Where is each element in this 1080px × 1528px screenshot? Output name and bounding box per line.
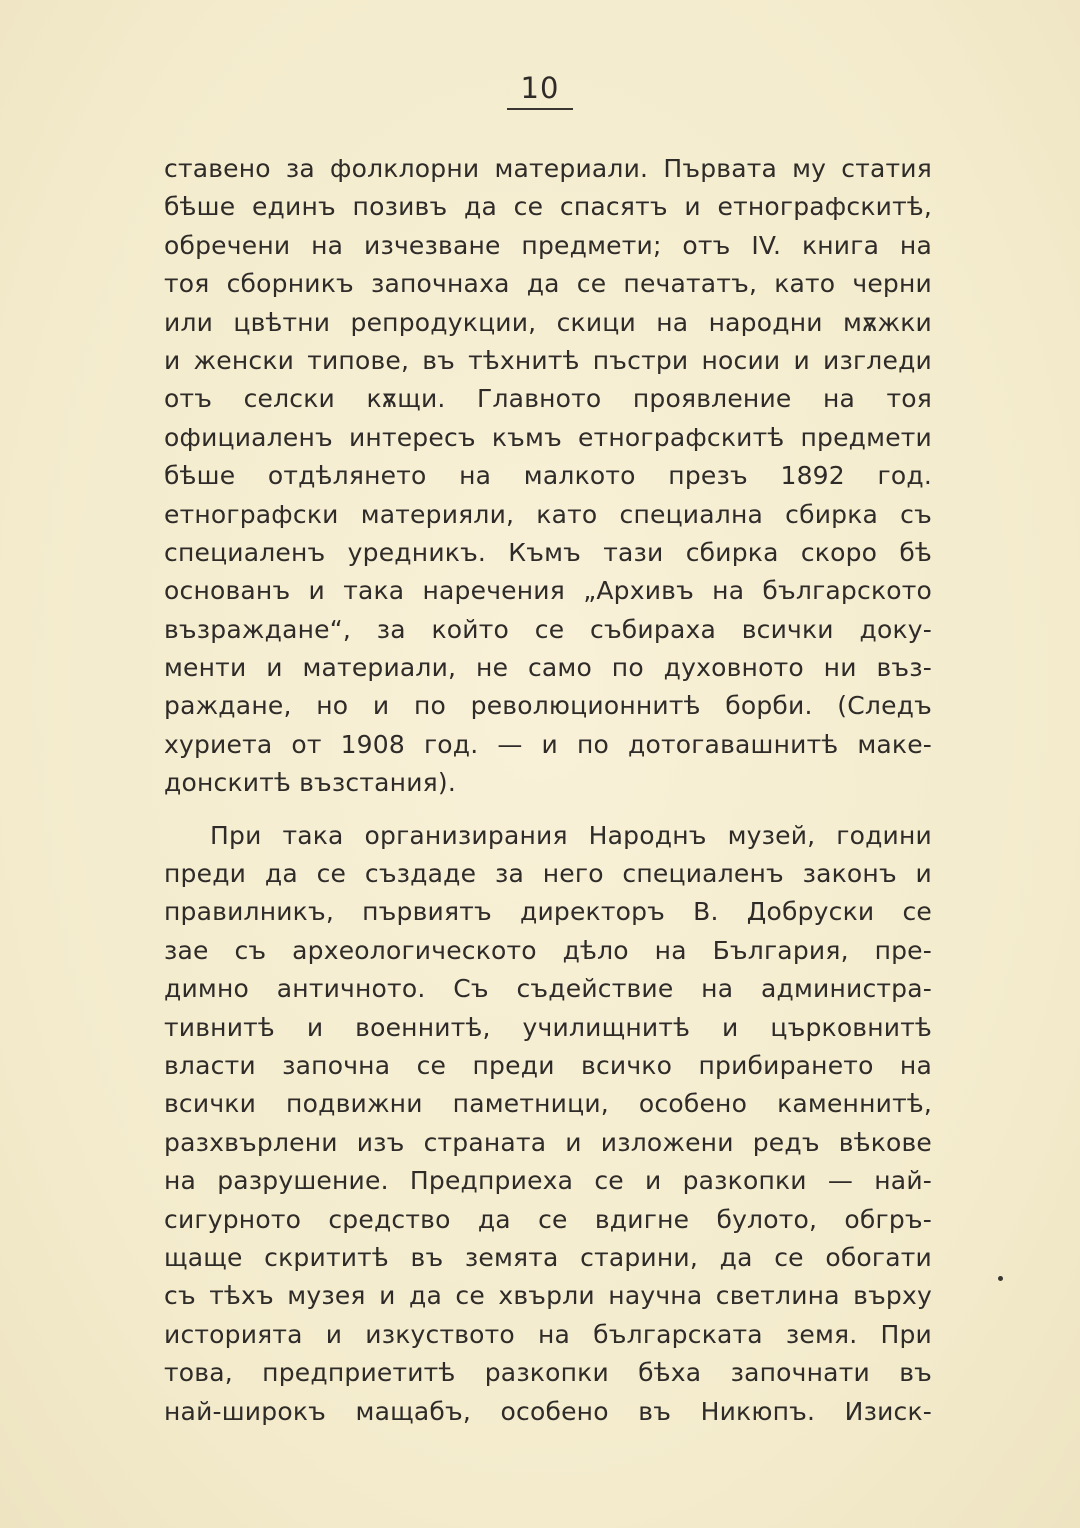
- text-line: етнографски материяли, като специална сбирка съ: [164, 499, 932, 529]
- text-line: официаленъ интересъ къмъ етнографскитѣ предмети: [164, 422, 932, 452]
- text-line: съ тѣхъ музея и да се хвърли научна светлина върху: [164, 1281, 932, 1311]
- text-line: бѣше единъ позивъ да се спасятъ и етнографскитѣ,: [164, 192, 932, 222]
- text-line: на разрушение. Предприеха се и разкопки — най-: [164, 1166, 932, 1196]
- ink-speck: [998, 1276, 1003, 1281]
- text-line: най-широкъ мащабъ, особено въ Никюпъ. Изиск-: [164, 1396, 932, 1426]
- text-line: власти започна се преди всичко прибирането на: [164, 1050, 932, 1080]
- text-line: историята и изкуството на българската земя. При: [164, 1319, 932, 1349]
- text-line: или цвѣтни репродукции, скици на народни мѫжки: [164, 307, 932, 337]
- paragraph-spacer: [164, 803, 932, 817]
- text-line: тивнитѣ и военнитѣ, училищнитѣ и църковнитѣ: [164, 1012, 932, 1042]
- text-line: обречени на изчезване предмети; отъ IV. книга на: [164, 230, 932, 260]
- text-line: това, предприетитѣ разкопки бѣха започнати въ: [164, 1358, 932, 1388]
- text-line: основанъ и така наречения „Архивъ на българското: [164, 576, 932, 606]
- text-line: правилникъ, първиятъ директоръ В. Добруски се: [164, 897, 932, 927]
- text-line: ставено за фолклорни материали. Първата му статия: [164, 154, 932, 183]
- text-line: донскитѣ възстания).: [164, 768, 456, 798]
- text-line: раждане, но и по революционнитѣ борби. (Следъ: [164, 691, 932, 721]
- text-line: При така организирания Народнъ музей, години: [210, 820, 932, 850]
- text-line: зае съ археологическото дѣло на България, пре-: [164, 935, 932, 965]
- text-line: преди да се създаде за него специаленъ законъ и: [164, 859, 932, 889]
- text-line: димно античното. Съ съдействие на администра-: [164, 974, 932, 1004]
- text-line: бѣше отдѣлянето на малкото презъ 1892 год.: [164, 461, 932, 491]
- text-line: възраждане“, за който се събираха всички доку-: [164, 614, 932, 644]
- text-line: разхвърлени изъ страната и изложени редъ вѣкове: [164, 1127, 932, 1157]
- text-line: хуриета от 1908 год. — и по дотогавашнитѣ маке-: [164, 729, 932, 759]
- text-line: отъ селски кѫщи. Главното проявление на тоя: [164, 384, 932, 414]
- text-line: менти и материали, не само по духовното ни въз-: [164, 653, 932, 683]
- page-header: [0, 70, 1080, 110]
- text-line: тоя сборникъ започнаха да се печататъ, като черни: [164, 269, 932, 299]
- text-line: сигурното средство да се вдигне булото, обгръ-: [164, 1204, 932, 1234]
- text-line: щаще скрититѣ въ земята старини, да се обогати: [164, 1242, 932, 1272]
- page-number: 10: [507, 70, 574, 110]
- paragraph-2: [164, 817, 932, 1431]
- text-line: специаленъ уредникъ. Къмъ тази сбирка скоро бѣ: [164, 537, 932, 567]
- paragraph-1: [164, 150, 932, 803]
- text-line: всички подвижни паметници, особено каменнитѣ,: [164, 1089, 932, 1119]
- text-line: и женски типове, въ тѣхнитѣ пъстри носии и изгледи: [164, 345, 932, 375]
- body-text: [164, 150, 932, 1431]
